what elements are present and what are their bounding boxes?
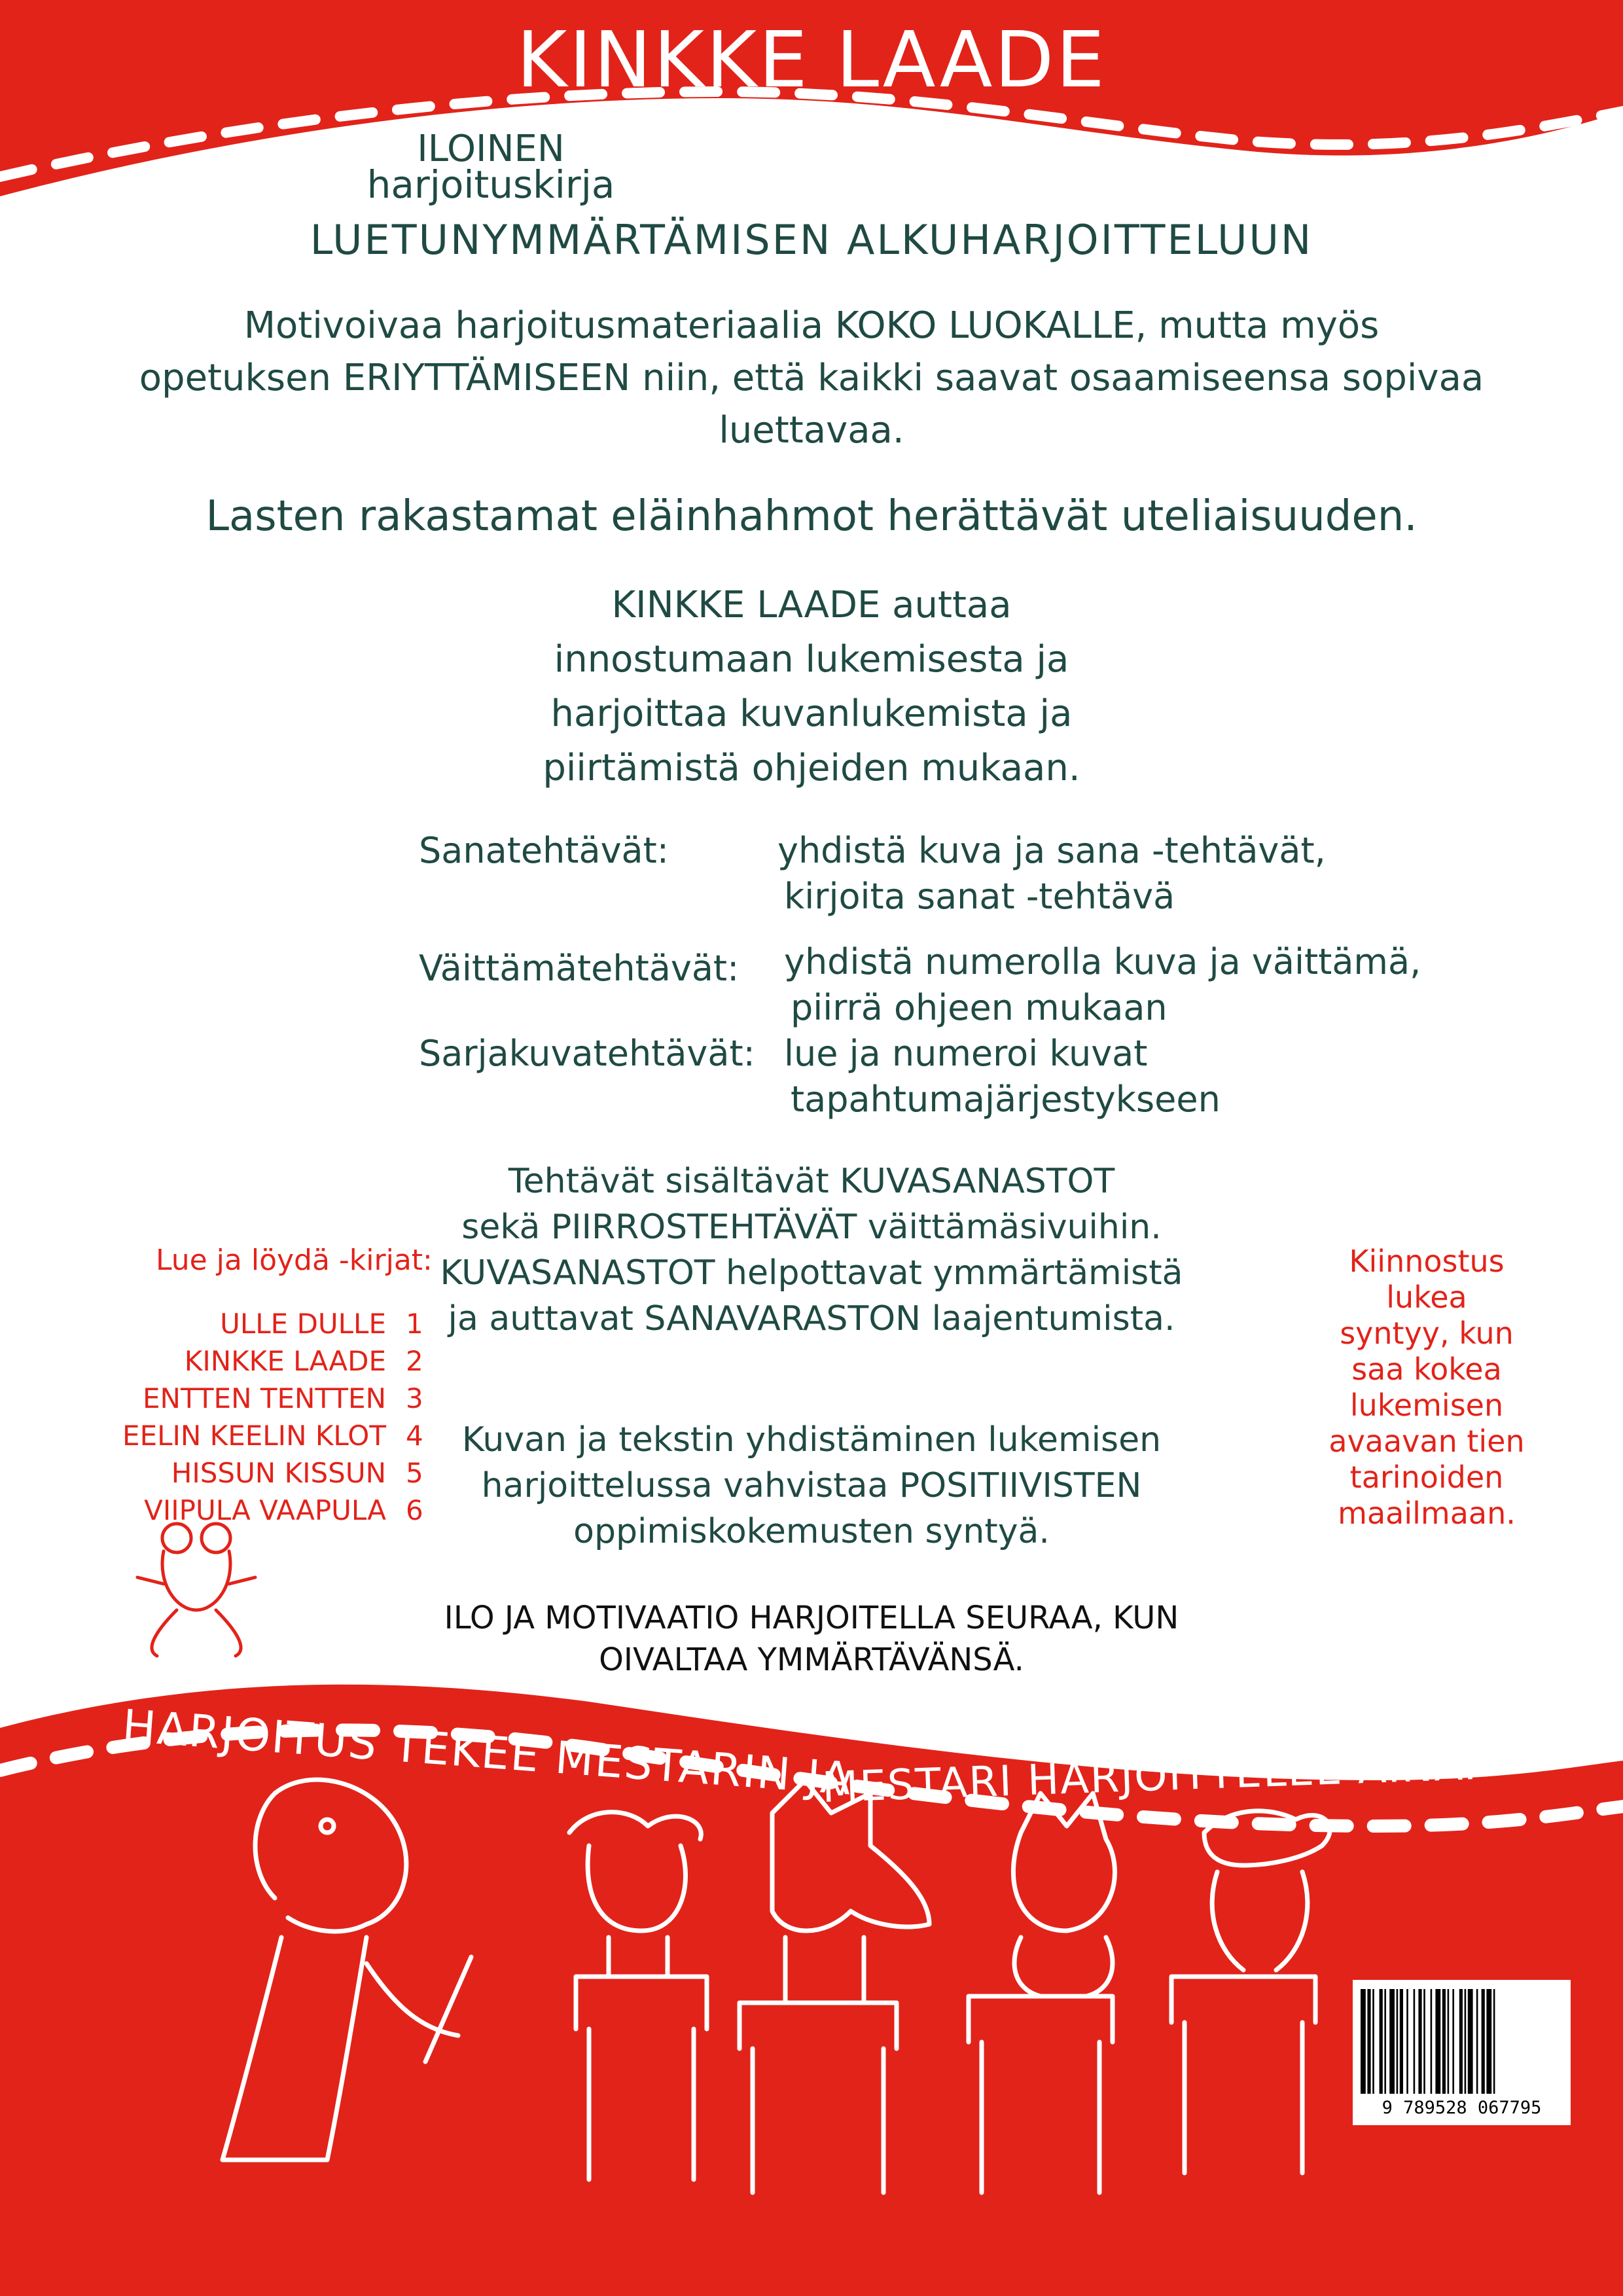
combine-line: Kuvan ja tekstin yhdistäminen lukemisen — [461, 1420, 1162, 1460]
task-desc: piirrä ohjeen mukaan — [791, 987, 1168, 1028]
contents-line: sekä PIIRROSTEHTÄVÄT väittämäsivuihin. — [461, 1208, 1162, 1247]
book-title: KINKKE LAADE — [516, 14, 1107, 105]
side-note-line: avaavan tien — [1329, 1424, 1525, 1459]
barcode-bar — [1361, 1989, 1366, 2094]
paragraph-line: innostumaan lukemisesta ja — [554, 638, 1069, 681]
barcode-bar — [1400, 1989, 1403, 2094]
book-number: 6 — [406, 1494, 423, 1526]
headline: Lasten rakastamat eläinhahmot herättävät uteliaisuuden. — [205, 492, 1418, 541]
book-number: 2 — [406, 1345, 423, 1377]
task-label: Väittämätehtävät: — [419, 948, 740, 989]
book-number: 5 — [406, 1457, 423, 1489]
combine-line: harjoittelussa vahvistaa POSITIIVISTEN — [481, 1466, 1142, 1505]
barcode-bar — [1476, 1989, 1478, 2094]
book-name: ENTTEN TENTTEN — [143, 1382, 386, 1414]
combine-line: oppimiskokemusten syntyä. — [573, 1512, 1050, 1551]
barcode-bar — [1397, 1989, 1399, 2094]
barcode-bar — [1367, 1989, 1370, 2094]
subtitle: LUETUNYMMÄRTÄMISEN ALKUHARJOITTELUUN — [310, 216, 1313, 264]
book-name: VIIPULA VAAPULA — [144, 1494, 386, 1526]
side-note-line: syntyy, kun — [1340, 1316, 1514, 1351]
book-name: HISSUN KISSUN — [171, 1457, 386, 1489]
barcode-bar — [1414, 1989, 1416, 2094]
closing-line: OIVALTAA YMMÄRTÄVÄNSÄ. — [599, 1641, 1024, 1678]
series-heading: Lue ja löydä -kirjat: — [156, 1244, 433, 1277]
book-number: 3 — [406, 1382, 423, 1414]
intro-line: luettavaa. — [719, 409, 904, 452]
contents-line: Tehtävät sisältävät KUVASANASTOT — [508, 1162, 1115, 1201]
barcode-bar — [1435, 1989, 1440, 2094]
task-desc: yhdistä numerolla kuva ja väittämä, — [784, 941, 1421, 982]
task-label: Sanatehtävät: — [419, 830, 669, 871]
book-number: 4 — [406, 1420, 423, 1452]
contents-line: ja auttavat SANAVARASTON laajentumista. — [448, 1299, 1175, 1338]
book-name: ULLE DULLE — [220, 1308, 386, 1340]
barcode-bar — [1418, 1989, 1421, 2094]
side-note-line: lukemisen — [1349, 1388, 1504, 1423]
task-label: Sarjakuvatehtävät: — [419, 1033, 755, 1074]
side-note-line: saa kokea — [1351, 1352, 1502, 1387]
closing-line: ILO JA MOTIVAATIO HARJOITELLA SEURAA, KUN — [444, 1600, 1179, 1636]
book-name: EELIN KEELIN KLOT — [122, 1420, 386, 1452]
barcode-bar — [1452, 1989, 1454, 2094]
barcode-bar — [1431, 1989, 1433, 2094]
side-note-line: tarinoiden — [1349, 1460, 1504, 1495]
barcode-bar — [1482, 1989, 1485, 2094]
barcode-bar — [1448, 1989, 1450, 2094]
barcode-bar — [1389, 1989, 1395, 2094]
barcode-bar — [1486, 1989, 1491, 2094]
book-name: KINKKE LAADE — [184, 1345, 386, 1377]
side-note-line: maailmaan. — [1338, 1496, 1516, 1531]
task-desc: yhdistä kuva ja sana -tehtävät, — [777, 830, 1326, 871]
task-desc: kirjoita sanat -tehtävä — [784, 876, 1175, 917]
kicker-line-2: harjoituskirja — [366, 162, 615, 207]
kicker-line-1: ILOINEN — [417, 128, 565, 170]
contents-line: KUVASANASTOT helpottavat ymmärtämistä — [440, 1253, 1183, 1293]
intro-line: opetuksen ERIYTTÄMISEEN niin, että kaikki saavat osaamiseensa sopivaa — [139, 357, 1484, 399]
task-desc: tapahtumajärjestykseen — [791, 1079, 1221, 1120]
intro-line: Motivoivaa harjoitusmateriaalia KOKO LUOKALLE, mutta myös — [243, 304, 1380, 347]
barcode-bar — [1372, 1989, 1374, 2094]
barcode-bar — [1380, 1989, 1383, 2094]
barcode-bar — [1406, 1989, 1408, 2094]
barcode-bar — [1465, 1989, 1467, 2094]
side-note-line: lukea — [1386, 1280, 1467, 1315]
motto-part-2: MESTARI HARJOITTELEE AINA. — [821, 1741, 1479, 1812]
barcode-bar — [1442, 1989, 1446, 2094]
barcode-bar — [1384, 1989, 1386, 2094]
side-note-line: Kiinnostus — [1349, 1244, 1505, 1279]
isbn-barcode — [1353, 1980, 1571, 2125]
barcode-bar — [1459, 1989, 1463, 2094]
barcode-bar — [1423, 1989, 1425, 2094]
paragraph-line: harjoittaa kuvanlukemista ja — [550, 692, 1073, 735]
motto-part-1: HARJOITUS TEKEE MESTARIN JA — [120, 1700, 854, 1806]
task-desc: lue ja numeroi kuvat — [784, 1033, 1148, 1074]
barcode-bar — [1493, 1989, 1495, 2094]
book-number: 1 — [406, 1308, 423, 1340]
paragraph-line: piirtämistä ohjeiden mukaan. — [543, 747, 1080, 789]
paragraph-line: KINKKE LAADE auttaa — [611, 584, 1012, 626]
barcode-bar — [1468, 1989, 1473, 2094]
barcode-digits: 9 789528 067795 — [1382, 2098, 1542, 2118]
